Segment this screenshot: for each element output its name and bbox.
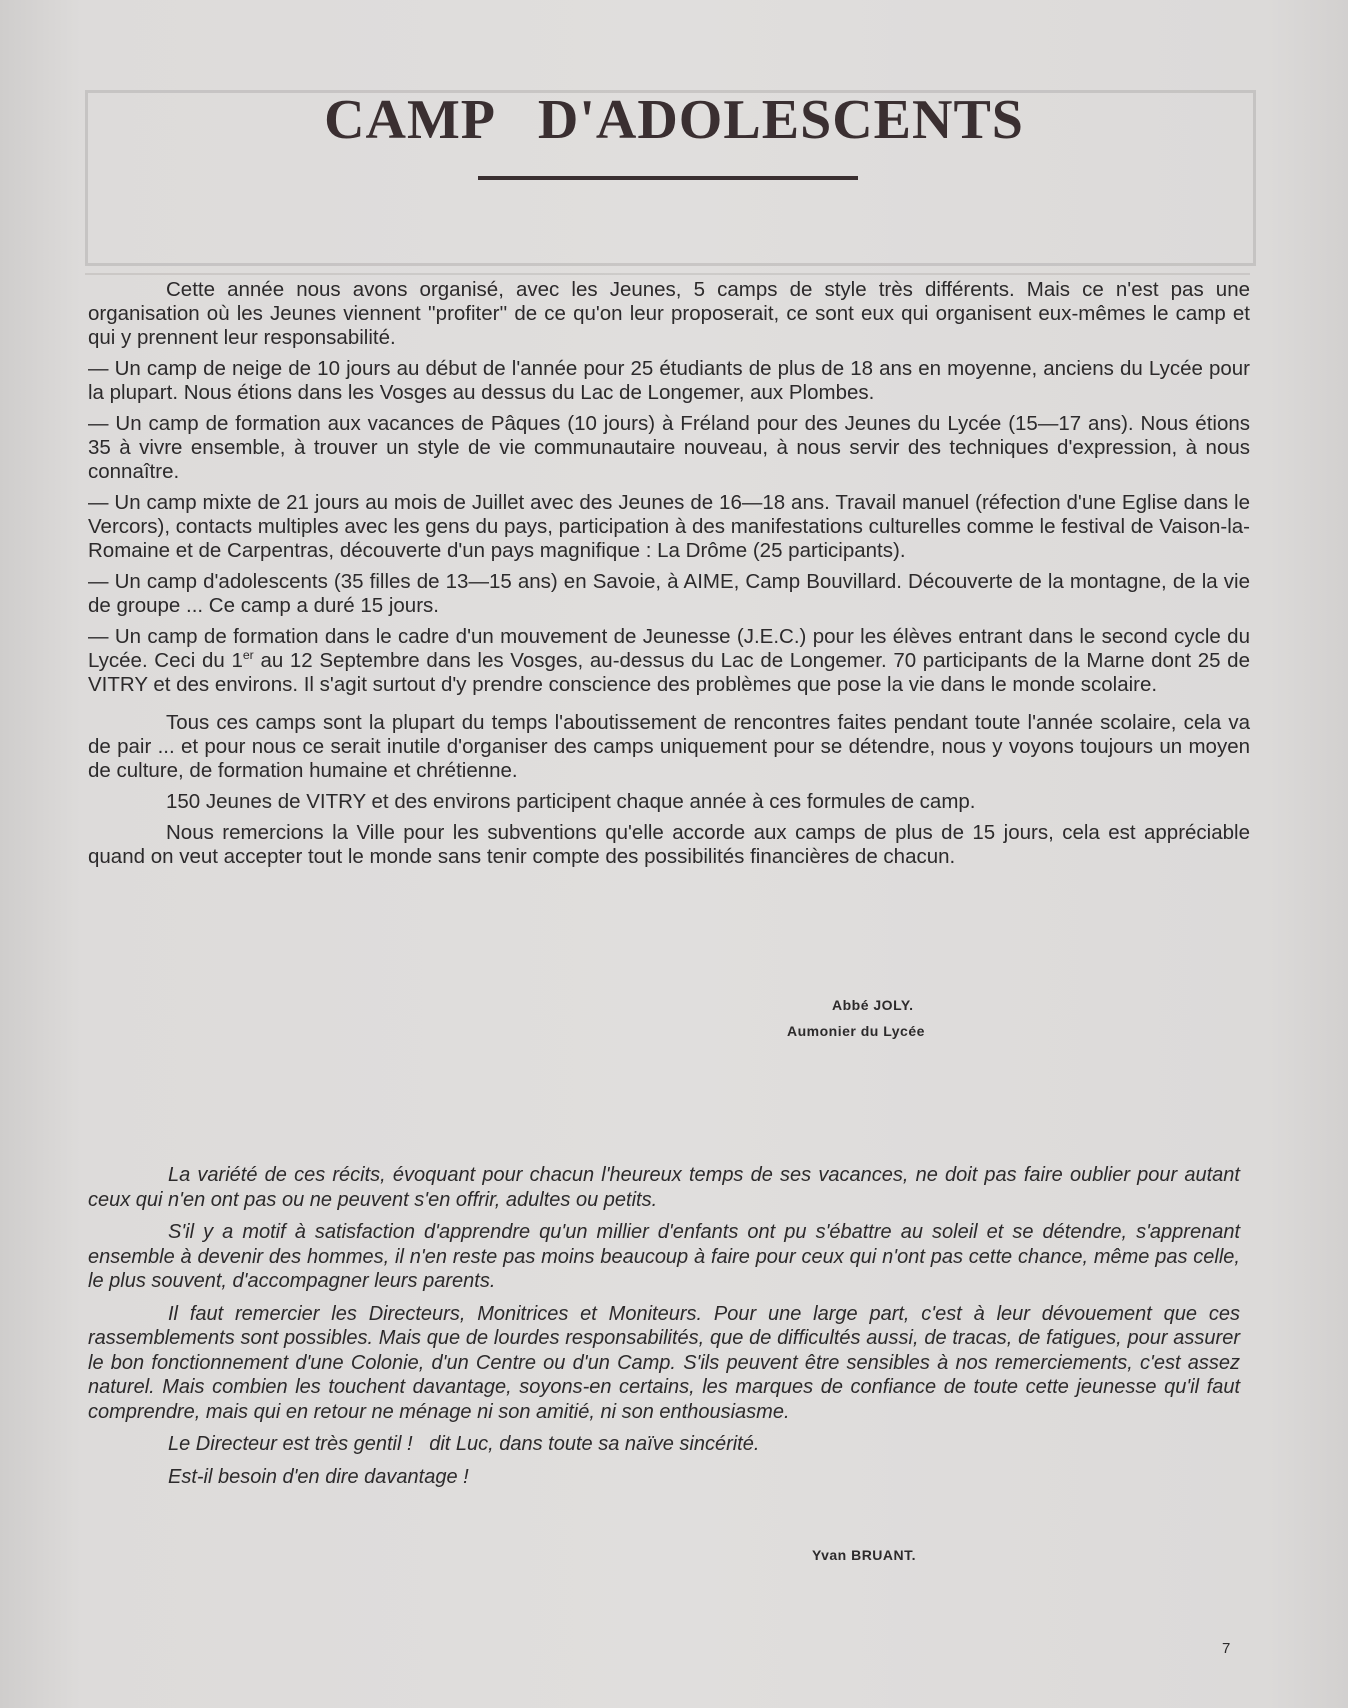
camp-item-snow: — Un camp de neige de 10 jours au début de l'année pour 25 étudiants de plus de 18 ans en moyenne, anciens du Lycée pour la plupart. Nous étions dans les Vosges au dessus du Lac de Longemer, aux Plombes.: [88, 357, 1250, 404]
page-number: 7: [1222, 1640, 1231, 1657]
reflection-quote: Le Directeur est très gentil ! dit Luc, dans toute sa naïve sincérité.: [168, 1433, 760, 1455]
camp-jec-superscript: er: [242, 648, 254, 663]
reflection-closing: Est-il besoin d'en dire davantage !: [168, 1465, 469, 1488]
reflection-paragraph-3: Il faut remercier les Directeurs, Monitrices et Moniteurs. Pour une large part, c'est à leur dévouement que ces rassemblements sont possibles. Mais que de lourdes responsabilités, que de difficultés aussi, de tracas, de fatigues, pour assurer le bon fonctionnement d'une Colonie, d'un Centre ou d'un Camp. S'ils peuvent être sensibles à nos remerciements, c'est assez naturel. Mais combien les touchent davantage, soyons-en certains, les marques de confiance de toute cette jeunesse qu'il faut comprendre, mais qui en retour ne ménage ni son amitié, ni son enthousiasme.: [88, 1302, 1240, 1423]
signature-role: Aumonier du Lycée: [787, 1023, 925, 1039]
reflection-article: [88, 1163, 1240, 1497]
reflection-paragraph-2: S'il y a motif à satisfaction d'apprendre qu'un millier d'enfants ont pu s'ébattre au soleil et se détendre, s'apprenant ensemble à devenir des hommes, il n'en reste pas moins beaucoup à faire pour ceux qui n'ont pas cette chance, même pas celle, le plus souvent, d'accompagner leurs parents.: [88, 1221, 1240, 1292]
signature-name: Abbé JOLY.: [832, 997, 914, 1013]
camp-jec-text-before: — Un camp de formation dans le cadre d'un mouvement de Jeunesse (J.E.C.) pour les élèves entrant dans le second cycle du Lycée. Ceci du 1: [88, 625, 1250, 672]
camp-item-adolescents: — Un camp d'adolescents (35 filles de 13—15 ans) en Savoie, à AIME, Camp Bouvillard. Découverte de la montagne, de la vie de groupe ... Ce camp a duré 15 jours.: [88, 570, 1250, 617]
author-signature: Yvan BRUANT.: [812, 1547, 917, 1563]
camp-item-jec: [88, 625, 1250, 697]
closing-paragraph-3: Nous remercions la Ville pour les subventions qu'elle accorde aux camps de plus de 15 jours, cela est appréciable quand on veut accepter tout le monde sans tenir compte des possibilités financières de chacun.: [88, 821, 1250, 868]
camps-article: [88, 278, 1250, 876]
title-underline: [478, 176, 858, 180]
camp-item-easter: — Un camp de formation aux vacances de Pâques (10 jours) à Fréland pour des Jeunes du Lycée (15—17 ans). Nous étions 35 à vivre ensemble, à trouver un style de vie communautaire nouveau, à nous servir des techniques d'expression, à nous connaître.: [88, 412, 1250, 483]
bleed-through-line: [85, 273, 1250, 275]
page-title: CAMP D'ADOLESCENTS: [324, 89, 1024, 151]
intro-paragraph: Cette année nous avons organisé, avec les Jeunes, 5 camps de style très différents. Mais ce n'est pas une organisation où les Jeunes viennent ''profiter'' de ce qu'on leur proposerait, ce sont eux qui organisent eux-mêmes le camp et qui y prennent leur responsabilité.: [88, 278, 1250, 349]
camp-item-mixed: — Un camp mixte de 21 jours au mois de Juillet avec des Jeunes de 16—18 ans. Travail manuel (réfection d'une Eglise dans le Vercors), contacts multiples avec les gens du pays, participation à des manifestations culturelles comme le festival de Vaison-la-Romaine et de Carpentras, découverte d'un pays magnifique : La Drôme (25 participants).: [88, 491, 1250, 562]
closing-paragraph-2: 150 Jeunes de VITRY et des environs participent chaque année à ces formules de camp.: [166, 790, 976, 813]
reflection-paragraph-1: La variété de ces récits, évoquant pour chacun l'heureux temps de ses vacances, ne doit pas faire oublier pour autant ceux qui n'en ont pas ou ne peuvent s'en offrir, adultes ou petits.: [88, 1164, 1240, 1211]
camp-jec-text-after: au 12 Septembre dans les Vosges, au-dessus du Lac de Longemer. 70 participants de la Marne dont 25 de VITRY et des environs. Il s'agit surtout d'y prendre conscience des problèmes que pose la vie dans le monde scolaire.: [88, 649, 1250, 696]
closing-paragraph-1: Tous ces camps sont la plupart du temps l'aboutissement de rencontres faites pendant toute l'année scolaire, cela va de pair ... et pour nous ce serait inutile d'organiser des camps uniquement pour se détendre, nous y voyons toujours un moyen de culture, de formation humaine et chrétienne.: [88, 711, 1250, 782]
